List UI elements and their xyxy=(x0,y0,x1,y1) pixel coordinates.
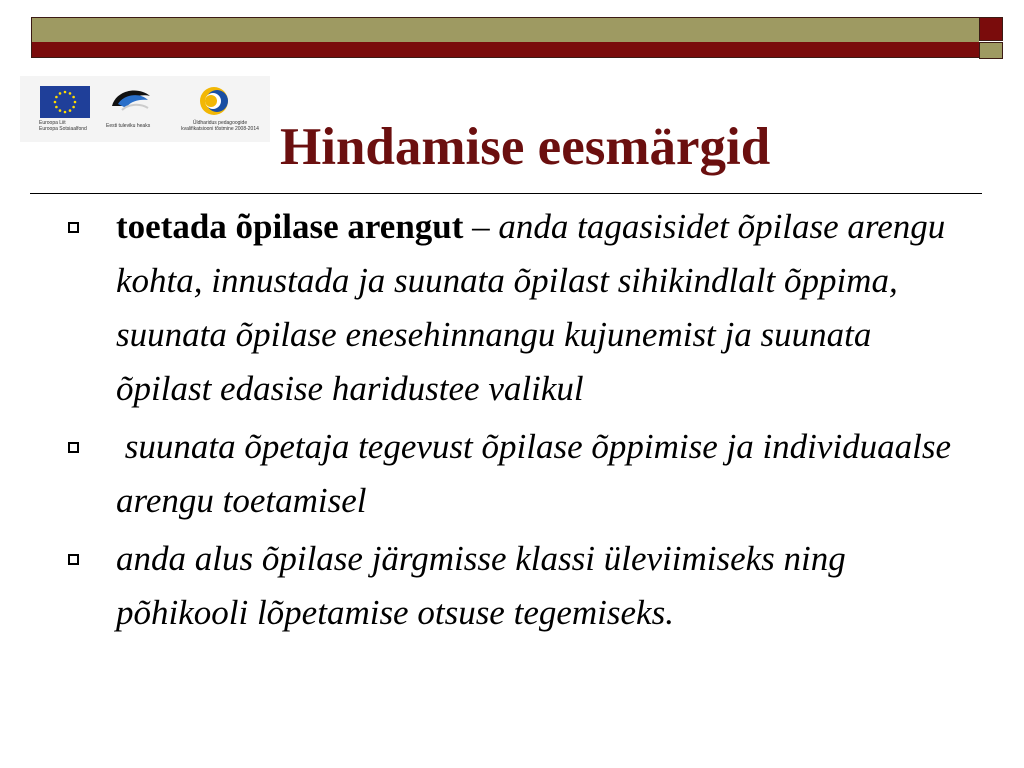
bullet-3-text: anda alus õpilase järgmisse klassi üleviimiseks ning põhikooli lõpetamise otsuse tegemiseks. xyxy=(116,539,846,632)
header-square-maroon xyxy=(979,17,1003,41)
program-caption-line1: Üldharidus pedagoogide xyxy=(192,120,248,126)
header-bar-maroon xyxy=(31,42,979,58)
eu-caption-line1: Euroopa Liit xyxy=(39,120,66,126)
slide-title: Hindamise eesmärgid xyxy=(280,118,771,176)
header-square-olive xyxy=(979,42,1003,59)
bullet-1-text: anda tagasisidet õpilase arengu kohta, innustada ja suunata õpilast sihikindlalt õppima, suunata õpilase enesehinnangu kujunemist ja suunata õpilast edasise haridustee valikul xyxy=(116,207,946,408)
eu-flag-icon xyxy=(40,86,90,118)
bullet-item-1 xyxy=(60,200,960,416)
estonia-logo-caption: Eesti tuleviku heaks xyxy=(106,123,151,129)
bullet-1-dash: – xyxy=(463,207,499,246)
program-caption-line2: kvalifikatsiooni tõstmine 2008-2014 xyxy=(181,126,259,132)
sun-moon-icon xyxy=(196,84,232,118)
eu-logo-caption xyxy=(39,120,99,132)
title-divider xyxy=(30,193,982,194)
estonia-wing-icon xyxy=(108,84,154,120)
hollow-square-bullet-icon xyxy=(68,554,79,565)
hollow-square-bullet-icon xyxy=(68,442,79,453)
header-bar-olive xyxy=(31,17,979,42)
hollow-square-bullet-icon xyxy=(68,222,79,233)
eu-caption-line2: Euroopa Sotsiaalfond xyxy=(39,126,87,132)
bullet-1-heading: toetada õpilase arengut xyxy=(116,207,464,246)
bullet-2-text: suunata õpetaja tegevust õpilase õppimise ja individuaalse arengu toetamisel xyxy=(116,427,960,520)
bullet-item-2 xyxy=(60,420,960,528)
sponsor-logos xyxy=(20,76,270,142)
bullet-item-3 xyxy=(60,532,960,640)
program-logo-caption xyxy=(170,120,270,132)
bullet-list xyxy=(60,200,960,644)
